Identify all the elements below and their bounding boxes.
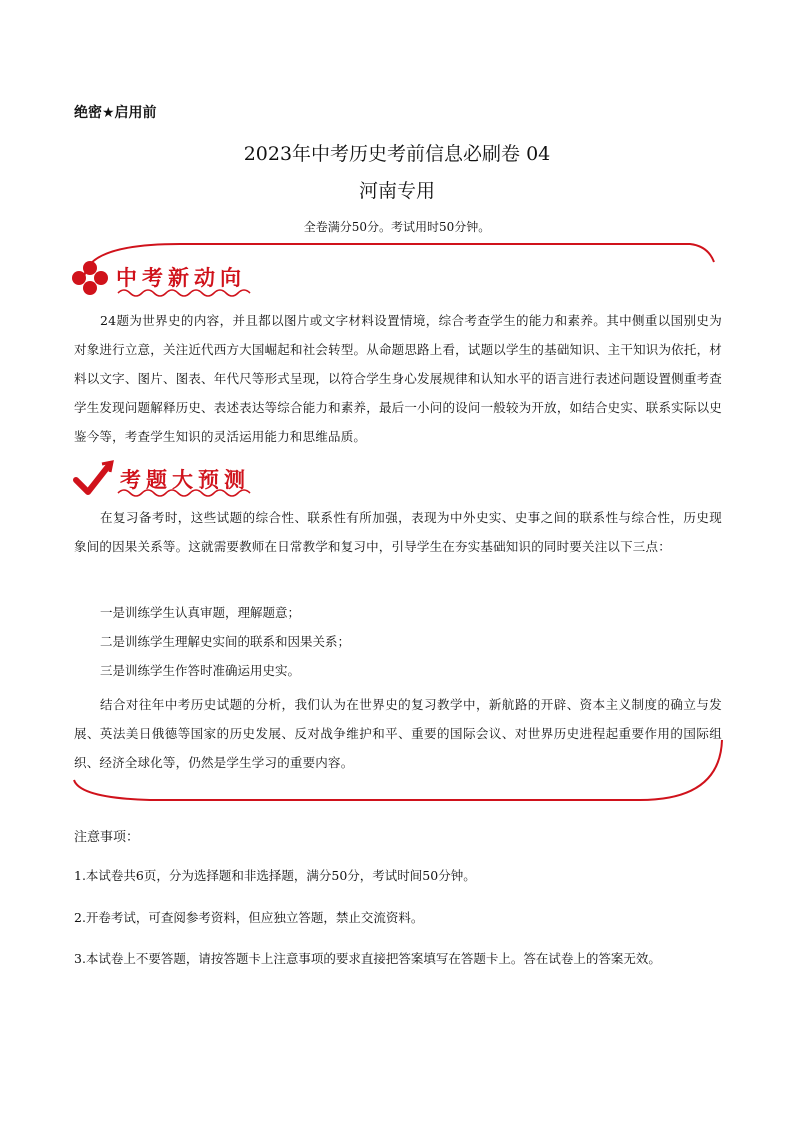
- exam-meta: 全卷满分50分。考试用时50分钟。: [303, 220, 491, 234]
- clover-icon: [70, 258, 110, 298]
- confidential-label: 绝密★启用前: [74, 105, 157, 121]
- note-item-2: 2.开卷考试，可查阅参考资料，但应独立答题，禁止交流资料。: [74, 910, 424, 925]
- note-item-3: 3.本试卷上不要答题，请按答题卡上注意事项的要求直接把答案填写在答题卡上。答在试卷上的答案无效。: [74, 951, 661, 966]
- page-title: 2023年中考历史考前信息必刷卷 04: [243, 143, 551, 165]
- check-arrow-icon: [72, 458, 116, 498]
- section1-title: 中考新动向: [116, 266, 246, 290]
- section2-bullet-3: 三是训练学生作答时准确运用史实。: [100, 663, 301, 678]
- section2-paragraph2: 结合对往年中考历史试题的分析，我们认为在世界史的复习教学中，新航路的开辟、资本主义制度的确立与发展、英法美日俄德等国家的历史发展、反对战争维护和平、重要的国际会议、对世界历史进程起重要作用的国际组织、经济全球化等，仍然是学生学习的重要内容。: [74, 697, 722, 770]
- section1-paragraph: 24题为世界史的内容，并且都以图片或文字材料设置情境，综合考查学生的能力和素养。其中侧重以国别史为对象进行立意，关注近代西方大国崛起和社会转型。从命题思路上看，试题以学生的基础知识、主干知识为依托，材料以文字、图片、图表、年代尺等形式呈现，以符合学生身心发展规律和认知水平的语言进行表述问题设置侧重考查学生发现问题解释历史、表述表达等综合能力和素养，最后一小问的设问一般较为开放，如结合史实、联系实际以史鉴今等，考查学生知识的灵活运用能力和思维品质。: [74, 313, 722, 444]
- notes-title: 注意事项：: [74, 830, 140, 845]
- page-subtitle: 河南专用: [358, 180, 435, 202]
- section2-title: 考题大预测: [120, 468, 250, 492]
- section2-paragraph1: 在复习备考时，这些试题的综合性、联系性有所加强，表现为中外史实、史事之间的联系性与综合性，历史现象间的因果关系等。这就需要教师在日常教学和复习中，引导学生在夯实基础知识的同时要关注以下三点：: [74, 510, 722, 554]
- section2-bullet-1: 一是训练学生认真审题，理解题意；: [100, 605, 301, 620]
- note-item-1: 1.本试卷共6页，分为选择题和非选择题，满分50分，考试时间50分钟。: [74, 868, 476, 883]
- section2-bullet-2: 二是训练学生理解史实间的联系和因果关系；: [100, 634, 351, 649]
